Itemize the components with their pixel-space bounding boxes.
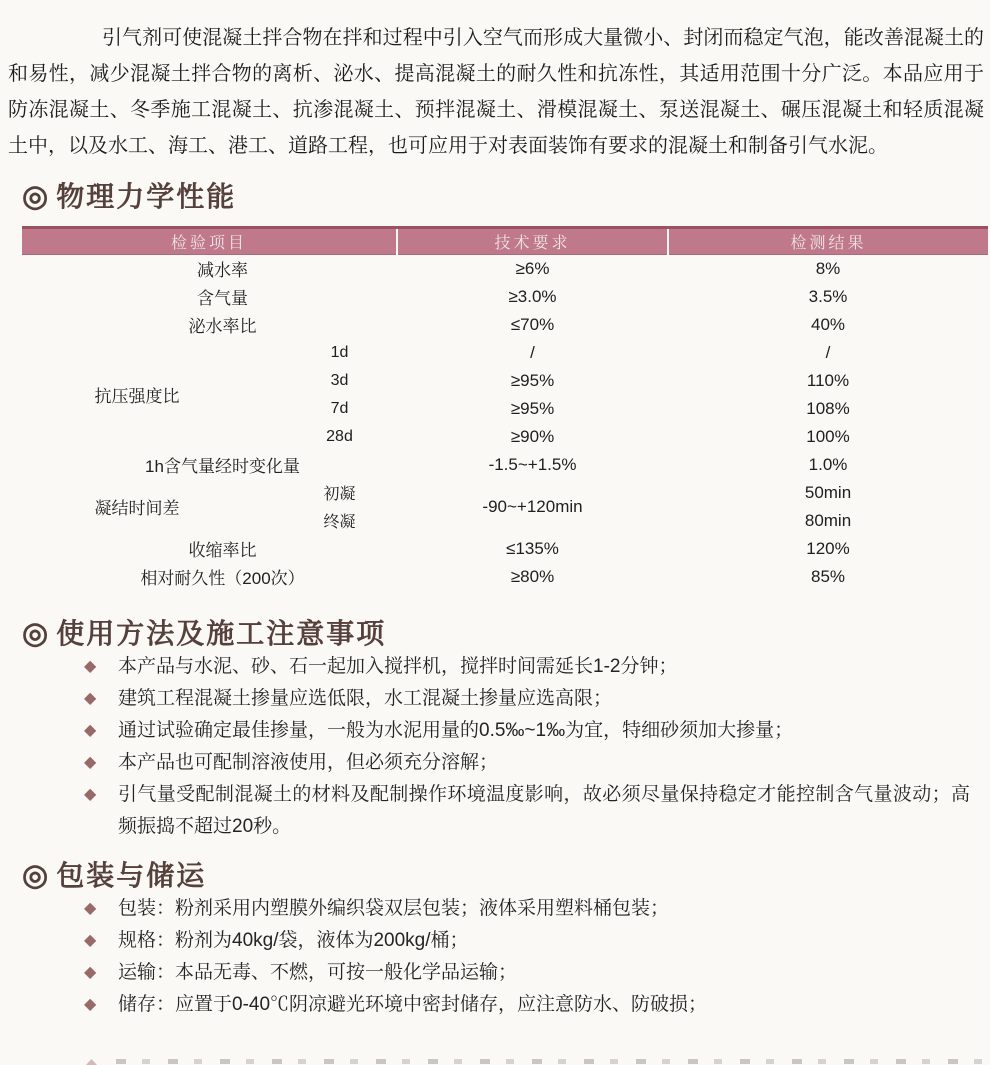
bullet-text: 建筑工程混凝土掺量应选低限，水工混凝土掺量应选高限； — [118, 687, 613, 709]
section-heading-physical — [22, 180, 990, 214]
cell-result: 100% — [806, 426, 850, 446]
list-item — [84, 747, 970, 779]
cell-item-sub: 28d — [326, 427, 353, 445]
list-item — [84, 989, 970, 1021]
bullet-text: 本产品与水泥、砂、石一起加入搅拌机，搅拌时间需延长1-2分钟； — [118, 655, 678, 677]
list-item — [84, 925, 970, 957]
bullet-text: 引气量受配制混凝土的材料及配制操作环境温度影响，故必须尽量保持稳定才能控制含气量波动；高频振捣不超过20秒。 — [118, 783, 970, 837]
cell-requirement: ≥90% — [510, 426, 555, 446]
cell-item-sub: 初凝 — [323, 486, 356, 503]
intro-paragraph: 引气剂可使混凝土拌合物在拌和过程中引入空气而形成大量微小、封闭而稳定气泡，能改善混凝土的和易性，减少混凝土拌合物的离析、泌水、提高混凝土的耐久性和抗冻性，其适用范围十分广泛。本品应用于防冻混凝土、冬季施工混凝土、抗渗混凝土、预拌混凝土、滑模混凝土、泵送混凝土、碾压混凝土和轻质混凝土中，以及水工、海工、港工、道路工程，也可应用于对表面装饰有要求的混凝土和制备引气水泥。 — [8, 27, 984, 157]
list-item — [84, 893, 970, 925]
cell-item-group: 凝结时间差 — [94, 499, 180, 518]
diamond-bullet-icon: ◆ — [84, 995, 97, 1013]
diamond-bullet-icon: ◆ — [84, 931, 97, 949]
table-row — [22, 339, 988, 367]
diamond-bullet-icon: ◆ — [84, 753, 97, 771]
table-row — [22, 563, 988, 591]
cell-item-sub: 1d — [330, 343, 349, 361]
cell-requirement: -90~+120min — [482, 496, 583, 516]
cell-requirement: ≤70% — [510, 314, 555, 334]
diamond-bullet-icon: ◆ — [84, 785, 97, 803]
cell-requirement: ≥80% — [510, 566, 555, 586]
list-item — [84, 957, 970, 989]
cell-result: 110% — [806, 370, 850, 390]
diamond-bullet-icon: ◆ — [84, 963, 97, 981]
cell-requirement: ≥95% — [510, 398, 555, 418]
section-heading-packaging — [22, 859, 990, 893]
cell-item: 收缩率比 — [188, 541, 257, 560]
cut-off-text-line-fragment — [116, 1059, 982, 1064]
header-cell-requirement: 技术要求 — [397, 228, 668, 255]
diamond-bullet-icon: ◆ — [84, 657, 97, 675]
diamond-bullet-icon: ◆ — [84, 899, 97, 917]
cell-item: 泌水率比 — [188, 317, 257, 336]
section-title: 物理力学性能 — [56, 181, 237, 212]
bullet-text: 运输：本品无毒、不燃，可按一般化学品运输； — [118, 961, 518, 983]
cell-result: 1.0% — [808, 454, 848, 474]
section-heading-usage — [22, 617, 990, 651]
cell-result: 85% — [811, 566, 846, 586]
bullet-text: 储存：应置于0-40℃阴凉避光环境中密封储存，应注意防水、防破损； — [118, 993, 708, 1015]
cell-requirement: ≥95% — [510, 370, 555, 390]
cell-result: 108% — [806, 398, 850, 418]
table-row — [22, 451, 988, 479]
cell-result: / — [825, 342, 831, 362]
bullet-text: 包装：粉剂采用内塑膜外编织袋双层包装；液体采用塑料桶包装； — [118, 897, 670, 919]
cell-requirement: ≥3.0% — [508, 286, 557, 306]
table-row — [22, 283, 988, 311]
cell-result: 40% — [811, 314, 846, 334]
diamond-bullet-icon: ◆ — [84, 721, 97, 739]
cell-item-sub: 终凝 — [323, 514, 356, 531]
cell-item: 减水率 — [197, 261, 248, 281]
bullseye-marker-icon: ◎ — [22, 858, 49, 892]
cell-item-group: 抗压强度比 — [94, 387, 180, 406]
cell-requirement: -1.5~+1.5% — [488, 454, 577, 474]
bullseye-marker-icon: ◎ — [22, 616, 49, 650]
packaging-bullet-list — [0, 893, 990, 1021]
cell-result: 120% — [806, 538, 850, 558]
table-header-row — [22, 228, 988, 255]
list-item — [84, 779, 970, 843]
cell-result: 50min — [804, 482, 852, 502]
cell-item: 1h含气量经时变化量 — [145, 457, 300, 476]
bullet-text: 本产品也可配制溶液使用，但必须充分溶解； — [118, 751, 499, 773]
section-title: 使用方法及施工注意事项 — [56, 617, 387, 649]
bullet-text: 通过试验确定最佳掺量，一般为水泥用量的0.5‰~1‰为宜，特细砂须加大掺量； — [118, 719, 794, 741]
cell-result: 80min — [804, 510, 852, 530]
cell-item: 相对耐久性（200次） — [140, 569, 305, 588]
bullet-text: 规格：粉剂为40kg/袋，液体为200kg/桶； — [118, 929, 469, 951]
cell-requirement: ≤135% — [506, 538, 559, 558]
table-row — [22, 255, 988, 283]
cell-result: 8% — [815, 258, 841, 278]
table-header — [22, 228, 988, 255]
cut-off-diamond-bullet-fragment — [86, 1059, 97, 1065]
section-title: 包装与储运 — [56, 859, 207, 891]
cell-requirement: / — [530, 342, 535, 362]
list-item — [84, 715, 970, 747]
cell-result: 3.5% — [808, 286, 848, 306]
performance-table — [22, 226, 988, 591]
header-cell-result: 检测结果 — [668, 228, 988, 255]
cell-item: 含气量 — [197, 289, 248, 308]
cell-item-sub: 3d — [330, 371, 349, 389]
table-row — [22, 311, 988, 339]
usage-bullet-list — [0, 651, 990, 843]
list-item — [84, 651, 970, 683]
diamond-bullet-icon: ◆ — [84, 689, 97, 707]
header-cell-item: 检验项目 — [22, 228, 397, 255]
cell-requirement: ≥6% — [515, 258, 550, 278]
table-row — [22, 535, 988, 563]
list-item — [84, 683, 970, 715]
cell-item-sub: 7d — [330, 399, 349, 417]
table-row — [22, 479, 988, 507]
bullseye-marker-icon: ◎ — [22, 180, 49, 213]
